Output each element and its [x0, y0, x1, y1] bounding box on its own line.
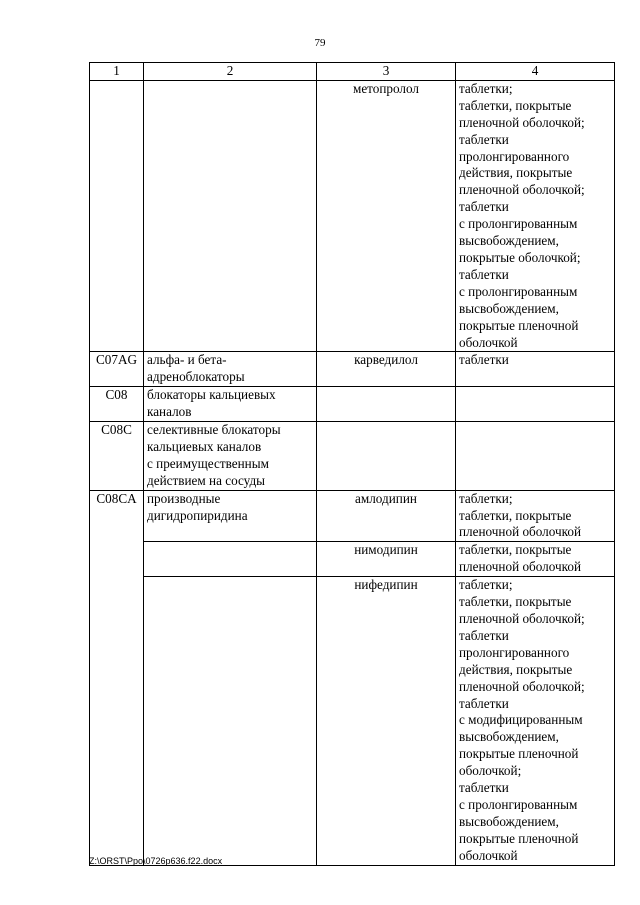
- dosage-form-line: таблетки;: [459, 577, 513, 593]
- atc-code-cell: C08C: [90, 422, 144, 491]
- dosage-form-line: таблетки, покрытые: [459, 594, 572, 610]
- atc-code-cell: C08: [90, 387, 144, 422]
- group-name-cell: [144, 542, 317, 577]
- table-header-row: [90, 63, 615, 81]
- group-name-line: адреноблокаторы: [147, 369, 245, 385]
- dosage-form-line: с пролонгированным: [459, 283, 578, 299]
- group-name-cell: [144, 490, 317, 542]
- atc-code-cell: [90, 80, 144, 352]
- group-name-line: блокаторы кальциевых: [147, 387, 276, 403]
- dosage-form-line: оболочкой: [459, 334, 518, 350]
- dosage-form-line: таблетки, покрытые: [459, 507, 572, 523]
- group-name-cell: [144, 80, 317, 352]
- table-row: [90, 490, 615, 542]
- atc-code-cell: C08CA: [90, 490, 144, 865]
- dosage-form-cell: [456, 387, 615, 422]
- group-name-line: производные: [147, 490, 221, 506]
- drug-name-cell: карведилол: [317, 352, 456, 387]
- group-name-cell: [144, 577, 317, 865]
- dosage-form-line: оболочкой;: [459, 763, 522, 779]
- dosage-form-line: таблетки;: [459, 80, 513, 96]
- group-name-line: действием на сосуды: [147, 472, 266, 488]
- dosage-form-cell: [456, 490, 615, 542]
- group-name-line: селективные блокаторы: [147, 422, 281, 438]
- dosage-form-line: таблетки: [459, 695, 509, 711]
- dosage-form-line: высвобождением,: [459, 233, 559, 249]
- dosage-form-line: действия, покрытые: [459, 661, 573, 677]
- dosage-form-line: таблетки, покрытые: [459, 97, 572, 113]
- dosage-form-line: покрытые пленочной: [459, 317, 579, 333]
- dosage-form-cell: [456, 577, 615, 865]
- table-row: [90, 387, 615, 422]
- drug-name-cell: [317, 422, 456, 491]
- dosage-form-cell: [456, 542, 615, 577]
- dosage-form-line: таблетки: [459, 131, 509, 147]
- group-name-cell: [144, 387, 317, 422]
- table-row: [90, 352, 615, 387]
- group-name-cell: [144, 352, 317, 387]
- dosage-form-line: таблетки: [459, 352, 509, 368]
- drug-name-cell: нифедипин: [317, 577, 456, 865]
- atc-code-cell: C07AG: [90, 352, 144, 387]
- dosage-form-line: пролонгированного: [459, 644, 570, 660]
- header-cell: 3: [317, 63, 456, 81]
- dosage-form-cell: [456, 80, 615, 352]
- table-row: [90, 422, 615, 491]
- group-name-line: кальциевых каналов: [147, 438, 262, 454]
- header-cell: 2: [144, 63, 317, 81]
- drug-name-cell: [317, 387, 456, 422]
- dosage-form-line: действия, покрытые: [459, 165, 573, 181]
- dosage-form-line: таблетки;: [459, 490, 513, 506]
- dosage-form-line: оболочкой: [459, 847, 518, 863]
- dosage-form-line: покрытые оболочкой;: [459, 249, 581, 265]
- drug-name-cell: амлодипин: [317, 490, 456, 542]
- dosage-form-line: высвобождением,: [459, 729, 559, 745]
- dosage-form-line: с пролонгированным: [459, 216, 578, 232]
- drug-name-cell: метопролол: [317, 80, 456, 352]
- dosage-form-line: пленочной оболочкой: [459, 524, 582, 540]
- dosage-form-line: таблетки: [459, 199, 509, 215]
- dosage-form-line: пленочной оболочкой: [459, 559, 582, 575]
- table-row: [90, 80, 615, 352]
- dosage-form-line: пленочной оболочкой;: [459, 114, 585, 130]
- dosage-form-line: с модифицированным: [459, 712, 583, 728]
- dosage-form-cell: [456, 422, 615, 491]
- group-name-line: каналов: [147, 404, 192, 420]
- group-name-line: альфа- и бета-: [147, 352, 227, 368]
- page-number: 79: [314, 37, 326, 49]
- dosage-form-line: покрытые пленочной: [459, 746, 579, 762]
- dosage-form-line: с пролонгированным: [459, 796, 578, 812]
- dosage-form-line: высвобождением,: [459, 813, 559, 829]
- dosage-form-line: высвобождением,: [459, 300, 559, 316]
- group-name-line: с преимущественным: [147, 455, 269, 471]
- dosage-form-line: пленочной оболочкой;: [459, 611, 585, 626]
- dosage-form-line: покрытые пленочной: [459, 830, 579, 846]
- dosage-form-line: пленочной оболочкой;: [459, 678, 585, 694]
- header-cell: 4: [456, 63, 615, 81]
- group-name-line: дигидропиридина: [147, 507, 248, 523]
- dosage-form-line: таблетки, покрытые: [459, 542, 572, 558]
- table-row: [90, 542, 615, 577]
- dosage-form-line: пролонгированного: [459, 148, 570, 164]
- group-name-cell: [144, 422, 317, 491]
- dosage-form-line: таблетки: [459, 780, 509, 796]
- dosage-form-line: пленочной оболочкой;: [459, 182, 585, 198]
- header-cell: 1: [90, 63, 144, 81]
- dosage-form-line: таблетки: [459, 627, 509, 643]
- dosage-form-line: таблетки: [459, 266, 509, 282]
- drug-table: [89, 62, 615, 866]
- file-path-footer: Z:\ORST\Ppo\0726p636.f22.docx: [89, 856, 223, 866]
- dosage-form-cell: [456, 352, 615, 387]
- table-row: [90, 577, 615, 865]
- drug-name-cell: нимодипин: [317, 542, 456, 577]
